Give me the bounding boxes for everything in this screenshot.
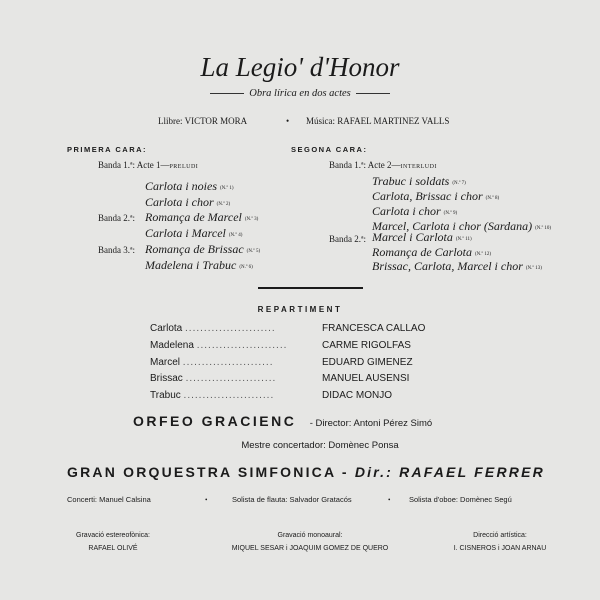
track-title: Brissac, Carlota, Marcel i chor [372, 259, 523, 273]
side2-band1 [329, 160, 437, 170]
mono-recording-label: Gravació monoaural: [277, 532, 343, 539]
track-number: (N.º 7) [452, 181, 466, 186]
side2-band2: Banda 2.ª: [329, 234, 366, 244]
choir-name: ORFEO GRACIENC [133, 413, 297, 429]
side2-track [372, 189, 499, 204]
leader-dots: ........................ [196, 340, 288, 351]
cast-row [150, 373, 409, 384]
cast-row [150, 340, 411, 351]
cast-heading: REPARTIMENT [257, 305, 343, 314]
side1-track [145, 179, 234, 194]
credit-separator: • [286, 116, 290, 126]
track-number: (N.º 1) [220, 186, 234, 191]
track-number: (N.º 10) [535, 226, 552, 231]
track-number: (N.º 5) [246, 249, 261, 254]
left-rule [210, 93, 244, 94]
track-title: Carlota i Marcel [145, 226, 226, 240]
leader-dots: ........................ [185, 373, 277, 384]
side1-band1-prefix: Banda 1.ª: Acte 1— [98, 160, 170, 170]
track-title: Carlota i chor [372, 204, 441, 218]
soloist-separator: • [205, 496, 208, 504]
cast-row [150, 390, 392, 401]
libretto-credit: Llibre: VICTOR MORA [158, 116, 248, 126]
track-title: Carlota, Brissac i chor [372, 189, 483, 203]
track-title: Romança de Brissac [145, 242, 244, 256]
artistic-direction-name: I. CISNEROS i JOAN ARNAU [453, 545, 547, 552]
leader-dots: ........................ [182, 357, 274, 368]
cast-singer: MANUEL AUSENSI [322, 373, 410, 384]
side1-track [145, 210, 258, 225]
track-number: (N.º 2) [216, 202, 231, 207]
cast-role: Brissac [150, 373, 183, 384]
side2-track [372, 259, 542, 274]
track-title: Carlota i noies [145, 179, 218, 193]
track-number: (N.º 4) [228, 233, 243, 238]
flute-soloist: Solista de flauta: Salvador Gratacós [232, 495, 352, 504]
right-rule [356, 93, 390, 94]
track-number: (N.º 6) [239, 265, 253, 270]
mono-recording-name: MIQUEL SESAR i JOAQUIM GOMEZ DE QUERO [231, 545, 389, 552]
side2-band1-label: INTERLUDI [400, 164, 437, 170]
choir-line [133, 413, 432, 431]
track-title: Trabuc i soldats [372, 174, 450, 188]
subtitle-text: Obra lírica en dos actes [249, 88, 351, 99]
side1-track [145, 195, 230, 210]
cast-role: Carlota [150, 323, 183, 334]
choir-director: - Director: Antoni Pérez Simó [309, 418, 433, 429]
side1-band3: Banda 3.ª: [98, 245, 135, 255]
music-credit: Música: RAFAEL MARTINEZ VALLS [306, 116, 450, 126]
side1-heading: PRIMERA CARA: [67, 145, 148, 154]
track-title: Madelena i Trabuc [145, 258, 237, 272]
side2-heading: SEGONA CARA: [291, 145, 368, 154]
track-number: (N.º 11) [455, 237, 472, 242]
side1-track [145, 242, 260, 257]
leader-dots: ........................ [185, 323, 276, 334]
concertino-credit: Concerti: Manuel Calsina [67, 495, 151, 504]
side2-track [372, 204, 457, 219]
oboe-soloist: Solista d'oboe: Domènec Segú [409, 495, 512, 504]
cast-row [150, 323, 425, 334]
orchestra-director: Dir.: RAFAEL FERRER [354, 464, 545, 480]
album-title: La Legio' d'Honor [200, 52, 400, 82]
section-divider [258, 287, 363, 289]
track-number: (N.º 8) [485, 196, 500, 201]
cast-singer: CARME RIGOLFAS [322, 340, 411, 351]
track-number: (N.º 12) [475, 252, 491, 257]
cast-role: Madelena [150, 340, 194, 351]
artistic-direction-label: Direcció artística: [473, 532, 527, 539]
side1-track [145, 226, 242, 241]
side1-track [145, 258, 253, 273]
soloist-separator: • [388, 496, 391, 504]
track-title: Marcel i Carlota [372, 230, 453, 244]
orchestra-line [67, 464, 545, 480]
stereo-recording-name: RAFAEL OLIVÉ [88, 545, 138, 552]
side2-track [372, 174, 466, 189]
cast-singer: DIDAC MONJO [322, 390, 392, 401]
track-title: Romança de Marcel [145, 210, 242, 224]
cast-singer: FRANCESCA CALLAO [322, 323, 426, 334]
side2-track [372, 230, 472, 245]
leader-dots: ........................ [183, 390, 275, 401]
cast-role: Marcel [150, 357, 181, 368]
track-number: (N.º 9) [443, 211, 458, 216]
side2-track [372, 245, 491, 260]
side1-band1-label: PRELUDI [169, 164, 199, 170]
side2-band1-prefix: Banda 1.ª: Acte 2— [329, 160, 401, 170]
track-title: Marcel, Carlota i chor (Sardana) [372, 219, 533, 233]
subtitle [0, 88, 600, 99]
stereo-recording-label: Gravació estereofònica: [76, 532, 150, 539]
side1-band2: Banda 2.ª: [98, 213, 135, 223]
cast-singer: EDUARD GIMENEZ [322, 357, 413, 368]
track-title: Romança de Carlota [372, 245, 472, 259]
track-number: (N.º 3) [244, 217, 259, 222]
track-number: (N.º 13) [525, 266, 542, 271]
track-title: Carlota i chor [145, 195, 214, 209]
cast-role: Trabuc [150, 390, 181, 401]
concert-master: Mestre concertador: Domènec Ponsa [241, 440, 399, 451]
cast-row [150, 357, 413, 368]
side1-band1 [98, 160, 198, 170]
orchestra-name: GRAN ORQUESTRA SIMFONICA - [67, 464, 349, 480]
